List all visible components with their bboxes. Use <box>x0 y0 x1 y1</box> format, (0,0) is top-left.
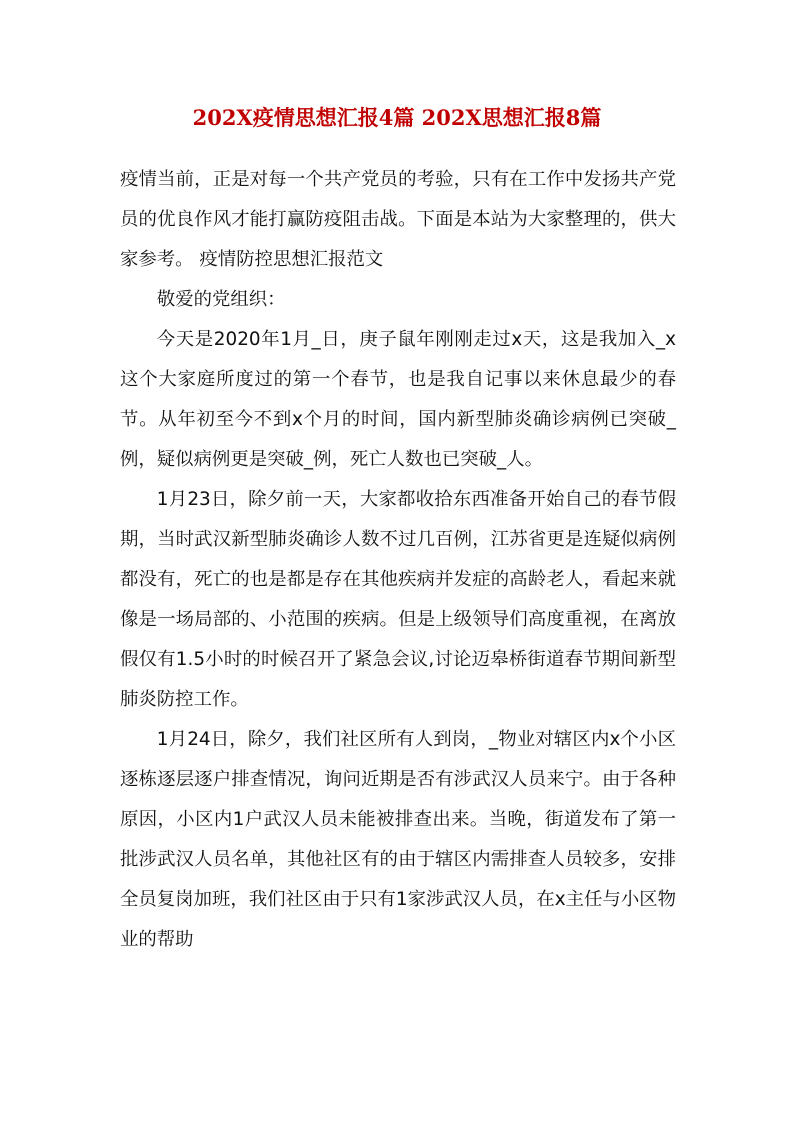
salutation: 敬爱的党组织： <box>156 289 286 310</box>
body-paragraph: 1月23日，除夕前一天，大家都收拾东西准备开始自己的春节假期，当时武汉新型肺炎确诊人数不过几百例，江苏省更是连疑似病例都没有，死亡的也是都是存在其他疾病并发症的高龄老人，看起来就像是一场局部的、小范围的疾病。但是上级领导们高度重视，在离放假仅有1.5小时的时候召开了紧急会议,讨论迈皋桥街道春节期间新型肺炎防控工作。 <box>120 489 676 710</box>
intro-paragraph: 疫情当前，正是对每一个共产党员的考验，只有在工作中发扬共产党员的优良作风才能打赢防疫阻击战。下面是本站为大家整理的，供大家参考。 疫情防控思想汇报范文 <box>120 169 676 270</box>
body-paragraph: 1月24日，除夕，我们社区所有人到岗，_物业对辖区内x个小区逐栋逐层逐户排查情况，询问近期是否有涉武汉人员来宁。由于各种原因，小区内1户武汉人员未能被排查出来。当晚，街道发布了第一批涉武汉人员名单，其他社区有的由于辖区内需排查人员较多，安排全员复岗加班，我们社区由于只有1家涉武汉人员，在x主任与小区物业的帮助 <box>120 729 676 950</box>
document-title: 202X疫情思想汇报4篇 202X思想汇报8篇 <box>192 105 602 130</box>
body-paragraph: 今天是2020年1月_日，庚子鼠年刚刚走过x天，这是我加入_x这个大家庭所度过的第一个春节，也是我自记事以来休息最少的春节。从年初至今不到x个月的时间，国内新型肺炎确诊病例已突破_例，疑似病例更是突破_例，死亡人数也已突破_人。 <box>120 329 676 470</box>
document-body <box>120 160 676 960</box>
